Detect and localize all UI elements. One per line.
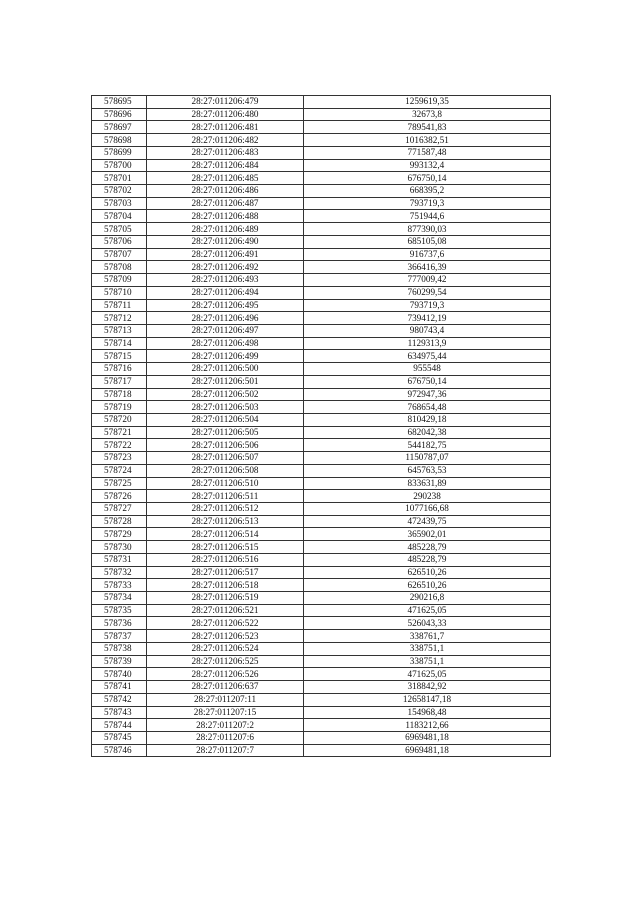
cadastral-value-cell: 793719,3 [304,299,551,312]
table-row [92,541,551,554]
row-number-cell: 578727 [92,503,147,516]
cadastral-value-cell: 760299,54 [304,286,551,299]
row-number-cell: 578716 [92,363,147,376]
table-row [92,668,551,681]
table-row [92,452,551,465]
table-row [92,490,551,503]
row-number-cell: 578697 [92,121,147,134]
table-row [92,261,551,274]
cadastral-number-cell: 28:27:011206:518 [147,579,304,592]
cadastral-value-cell: 485228,79 [304,553,551,566]
table-row [92,350,551,363]
row-number-cell: 578735 [92,604,147,617]
table-row [92,375,551,388]
row-number-cell: 578717 [92,375,147,388]
cadastral-number-cell: 28:27:011206:499 [147,350,304,363]
cadastral-number-cell: 28:27:011206:514 [147,528,304,541]
cadastral-number-cell: 28:27:011206:484 [147,159,304,172]
cadastral-value-cell: 916737,6 [304,248,551,261]
cadastral-value-cell: 682042,38 [304,426,551,439]
cadastral-value-cell: 6969481,18 [304,731,551,744]
row-number-cell: 578726 [92,490,147,503]
row-number-cell: 578742 [92,693,147,706]
cadastral-number-cell: 28:27:011206:523 [147,630,304,643]
cadastral-value-cell: 471625,05 [304,604,551,617]
table-row [92,401,551,414]
cadastral-number-cell: 28:27:011206:480 [147,108,304,121]
table-row [92,324,551,337]
row-number-cell: 578709 [92,274,147,287]
row-number-cell: 578731 [92,553,147,566]
cadastral-value-cell: 777009,42 [304,274,551,287]
table-row [92,146,551,159]
table-row [92,744,551,757]
cadastral-value-cell: 338761,7 [304,630,551,643]
table-row [92,235,551,248]
cadastral-number-cell: 28:27:011206:500 [147,363,304,376]
table-row [92,274,551,287]
cadastral-value-cell: 485228,79 [304,541,551,554]
row-number-cell: 578700 [92,159,147,172]
cadastral-value-cell: 972947,36 [304,388,551,401]
cadastral-number-cell: 28:27:011206:497 [147,324,304,337]
cadastral-number-cell: 28:27:011206:495 [147,299,304,312]
cadastral-value-cell: 685105,08 [304,235,551,248]
table-row [92,121,551,134]
table-row [92,388,551,401]
cadastral-value-cell: 668395,2 [304,185,551,198]
cadastral-number-cell: 28:27:011206:498 [147,337,304,350]
table-row [92,592,551,605]
cadastral-value-cell: 1259619,35 [304,96,551,109]
cadastral-value-cell: 1129313,9 [304,337,551,350]
row-number-cell: 578715 [92,350,147,363]
table-row [92,515,551,528]
cadastral-number-cell: 28:27:011206:526 [147,668,304,681]
row-number-cell: 578738 [92,642,147,655]
cadastral-number-cell: 28:27:011206:511 [147,490,304,503]
cadastral-value-cell: 810429,18 [304,413,551,426]
cadastral-value-cell: 751944,6 [304,210,551,223]
cadastral-number-cell: 28:27:011206:496 [147,312,304,325]
table-row [92,566,551,579]
row-number-cell: 578724 [92,464,147,477]
cadastral-value-cell: 768654,48 [304,401,551,414]
table-row [92,528,551,541]
table-row [92,693,551,706]
table-row [92,108,551,121]
row-number-cell: 578745 [92,731,147,744]
cadastral-number-cell: 28:27:011206:486 [147,185,304,198]
row-number-cell: 578722 [92,439,147,452]
table-row [92,197,551,210]
cadastral-number-cell: 28:27:011206:490 [147,235,304,248]
row-number-cell: 578708 [92,261,147,274]
table-row [92,604,551,617]
cadastral-number-cell: 28:27:011206:488 [147,210,304,223]
cadastral-number-cell: 28:27:011206:501 [147,375,304,388]
row-number-cell: 578732 [92,566,147,579]
cadastral-value-cell: 771587,48 [304,146,551,159]
table-row [92,159,551,172]
table-row [92,681,551,694]
cadastral-value-cell: 366416,39 [304,261,551,274]
cadastral-value-cell: 793719,3 [304,197,551,210]
row-number-cell: 578710 [92,286,147,299]
row-number-cell: 578743 [92,706,147,719]
cadastral-value-cell: 993132,4 [304,159,551,172]
row-number-cell: 578719 [92,401,147,414]
cadastral-number-cell: 28:27:011206:513 [147,515,304,528]
row-number-cell: 578741 [92,681,147,694]
cadastral-value-cell: 645763,53 [304,464,551,477]
cadastral-value-cell: 1016382,51 [304,134,551,147]
cadastral-number-cell: 28:27:011206:487 [147,197,304,210]
cadastral-number-cell: 28:27:011206:515 [147,541,304,554]
table-row [92,630,551,643]
cadastral-number-cell: 28:27:011207:6 [147,731,304,744]
cadastral-number-cell: 28:27:011206:521 [147,604,304,617]
cadastral-number-cell: 28:27:011206:519 [147,592,304,605]
cadastral-value-cell: 739412,19 [304,312,551,325]
cadastral-value-cell: 338751,1 [304,642,551,655]
cadastral-value-cell: 526043,33 [304,617,551,630]
cadastral-number-cell: 28:27:011206:504 [147,413,304,426]
cadastral-value-cell: 1150787,07 [304,452,551,465]
cadastral-value-cell: 833631,89 [304,477,551,490]
table-row [92,134,551,147]
row-number-cell: 578718 [92,388,147,401]
cadastral-number-cell: 28:27:011206:485 [147,172,304,185]
row-number-cell: 578712 [92,312,147,325]
table-row [92,617,551,630]
row-number-cell: 578734 [92,592,147,605]
table-row [92,553,551,566]
table-body [92,96,551,757]
row-number-cell: 578728 [92,515,147,528]
cadastral-value-cell: 472439,75 [304,515,551,528]
table-row [92,464,551,477]
row-number-cell: 578707 [92,248,147,261]
cadastral-number-cell: 28:27:011206:482 [147,134,304,147]
table-row [92,299,551,312]
table-row [92,223,551,236]
cadastral-value-cell: 789541,83 [304,121,551,134]
cadastral-number-cell: 28:27:011206:506 [147,439,304,452]
row-number-cell: 578744 [92,719,147,732]
row-number-cell: 578695 [92,96,147,109]
cadastral-number-cell: 28:27:011206:492 [147,261,304,274]
cadastral-value-cell: 290216,8 [304,592,551,605]
cadastral-number-cell: 28:27:011206:491 [147,248,304,261]
cadastral-value-cell: 12658147,18 [304,693,551,706]
cadastral-value-cell: 365902,01 [304,528,551,541]
cadastral-number-cell: 28:27:011206:507 [147,452,304,465]
table-row [92,731,551,744]
table-row [92,185,551,198]
cadastral-value-cell: 1077166,68 [304,503,551,516]
row-number-cell: 578714 [92,337,147,350]
table-row [92,426,551,439]
table-row [92,363,551,376]
row-number-cell: 578720 [92,413,147,426]
table-row [92,719,551,732]
row-number-cell: 578733 [92,579,147,592]
table-row [92,439,551,452]
row-number-cell: 578725 [92,477,147,490]
cadastral-number-cell: 28:27:011206:505 [147,426,304,439]
row-number-cell: 578736 [92,617,147,630]
cadastral-number-cell: 28:27:011206:522 [147,617,304,630]
cadastral-value-cell: 626510,26 [304,566,551,579]
cadastral-number-cell: 28:27:011206:502 [147,388,304,401]
cadastral-number-cell: 28:27:011206:508 [147,464,304,477]
cadastral-value-cell: 471625,05 [304,668,551,681]
row-number-cell: 578737 [92,630,147,643]
table-row [92,477,551,490]
table-row [92,312,551,325]
row-number-cell: 578729 [92,528,147,541]
cadastral-number-cell: 28:27:011206:637 [147,681,304,694]
row-number-cell: 578711 [92,299,147,312]
table-row [92,96,551,109]
cadastral-number-cell: 28:27:011207:15 [147,706,304,719]
table-row [92,642,551,655]
cadastral-number-cell: 28:27:011206:525 [147,655,304,668]
cadastral-value-cell: 1183212,66 [304,719,551,732]
cadastral-value-cell: 154968,48 [304,706,551,719]
row-number-cell: 578703 [92,197,147,210]
cadastral-number-cell: 28:27:011206:481 [147,121,304,134]
cadastral-value-table [91,95,551,757]
table-row [92,286,551,299]
cadastral-value-cell: 544182,75 [304,439,551,452]
cadastral-number-cell: 28:27:011206:503 [147,401,304,414]
cadastral-value-cell: 634975,44 [304,350,551,363]
row-number-cell: 578699 [92,146,147,159]
row-number-cell: 578721 [92,426,147,439]
table-row [92,172,551,185]
row-number-cell: 578730 [92,541,147,554]
cadastral-value-cell: 980743,4 [304,324,551,337]
table-row [92,655,551,668]
cadastral-value-cell: 877390,03 [304,223,551,236]
row-number-cell: 578704 [92,210,147,223]
cadastral-number-cell: 28:27:011206:494 [147,286,304,299]
cadastral-number-cell: 28:27:011206:479 [147,96,304,109]
cadastral-number-cell: 28:27:011207:11 [147,693,304,706]
row-number-cell: 578698 [92,134,147,147]
cadastral-value-cell: 676750,14 [304,172,551,185]
row-number-cell: 578746 [92,744,147,757]
cadastral-value-cell: 32673,8 [304,108,551,121]
cadastral-value-cell: 626510,26 [304,579,551,592]
cadastral-value-cell: 338751,1 [304,655,551,668]
table-row [92,503,551,516]
cadastral-number-cell: 28:27:011207:2 [147,719,304,732]
row-number-cell: 578702 [92,185,147,198]
cadastral-value-cell: 6969481,18 [304,744,551,757]
cadastral-number-cell: 28:27:011206:512 [147,503,304,516]
cadastral-value-cell: 676750,14 [304,375,551,388]
table-row [92,413,551,426]
row-number-cell: 578713 [92,324,147,337]
row-number-cell: 578739 [92,655,147,668]
cadastral-number-cell: 28:27:011206:517 [147,566,304,579]
table-row [92,706,551,719]
cadastral-number-cell: 28:27:011206:489 [147,223,304,236]
cadastral-number-cell: 28:27:011206:493 [147,274,304,287]
table-row [92,579,551,592]
row-number-cell: 578740 [92,668,147,681]
table-row [92,337,551,350]
cadastral-number-cell: 28:27:011206:483 [147,146,304,159]
cadastral-value-cell: 290238 [304,490,551,503]
row-number-cell: 578701 [92,172,147,185]
table-row [92,248,551,261]
row-number-cell: 578696 [92,108,147,121]
cadastral-number-cell: 28:27:011206:516 [147,553,304,566]
cadastral-value-cell: 955548 [304,363,551,376]
table-row [92,210,551,223]
cadastral-number-cell: 28:27:011206:510 [147,477,304,490]
row-number-cell: 578706 [92,235,147,248]
row-number-cell: 578723 [92,452,147,465]
cadastral-value-cell: 318842,92 [304,681,551,694]
row-number-cell: 578705 [92,223,147,236]
cadastral-number-cell: 28:27:011206:524 [147,642,304,655]
cadastral-number-cell: 28:27:011207:7 [147,744,304,757]
